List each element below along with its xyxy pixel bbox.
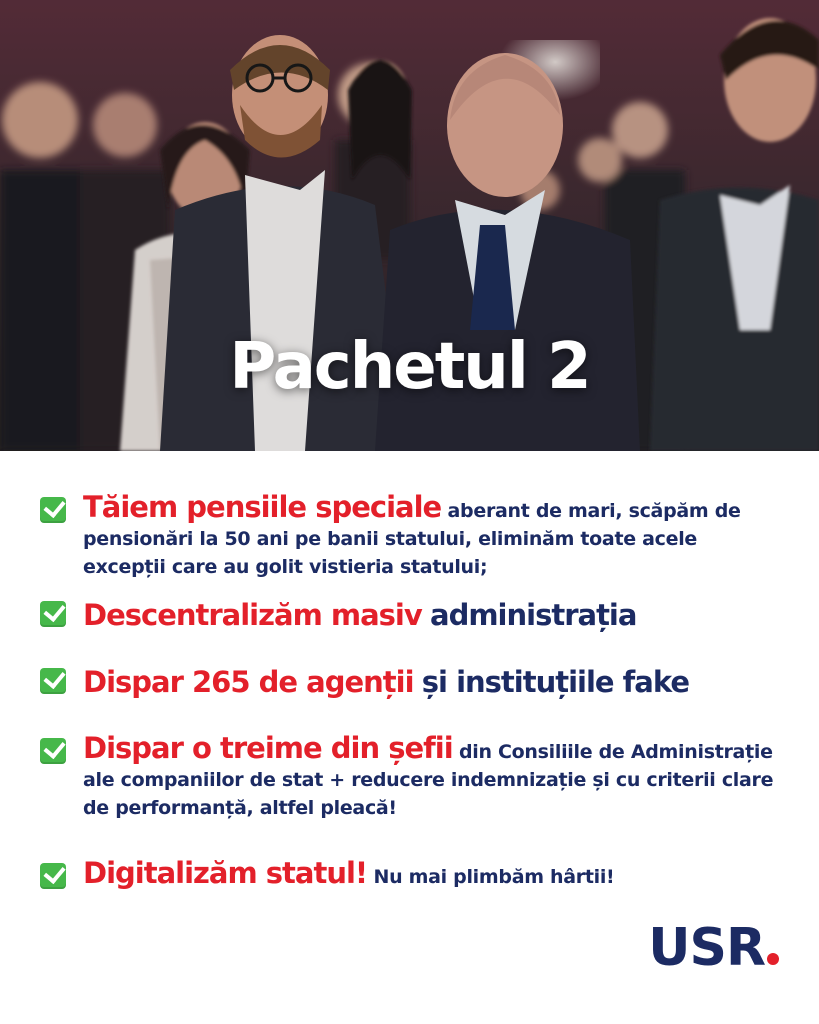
list-item-detail: Nu mai plimbăm hârtii!	[373, 866, 615, 888]
list-item-highlight: Tăiem pensiile speciale	[83, 490, 442, 524]
logo-dot	[767, 953, 779, 965]
list-item-detail: și instituțiile fake	[421, 665, 690, 699]
list-item-text	[83, 731, 780, 822]
list-item-highlight: Dispar o treime din șefii	[83, 731, 453, 765]
page-title: Pachetul 2	[229, 330, 590, 404]
check-mark-icon	[40, 863, 66, 889]
list-item-text	[83, 490, 780, 581]
banner-photo	[0, 0, 819, 451]
list-item-detail: din Consiliile de Administrație ale companiilor de stat + reducere indemnizație și cu criterii clare de performanță, altfel pleacă!	[83, 741, 774, 819]
check-mark-icon	[40, 497, 66, 523]
list-item-text	[83, 597, 780, 633]
logo-text: USR	[648, 918, 765, 978]
list-item-detail: administrația	[430, 598, 637, 632]
check-mark-icon	[40, 601, 66, 627]
list-item-highlight: Descentralizăm masiv	[83, 598, 422, 632]
check-mark-icon	[40, 668, 66, 694]
list-item-text	[83, 664, 780, 700]
list-item-text	[83, 856, 780, 891]
usr-logo	[648, 918, 779, 978]
list-item-detail: aberant de mari, scăpăm de pensionări la 50 ani pe banii statului, eliminăm toate acele excepții care au golit vistieria statului;	[83, 500, 741, 578]
list-item-highlight: Digitalizăm statul!	[83, 856, 368, 890]
list-item-highlight: Dispar 265 de agenții	[83, 665, 414, 699]
check-mark-icon	[40, 738, 66, 764]
